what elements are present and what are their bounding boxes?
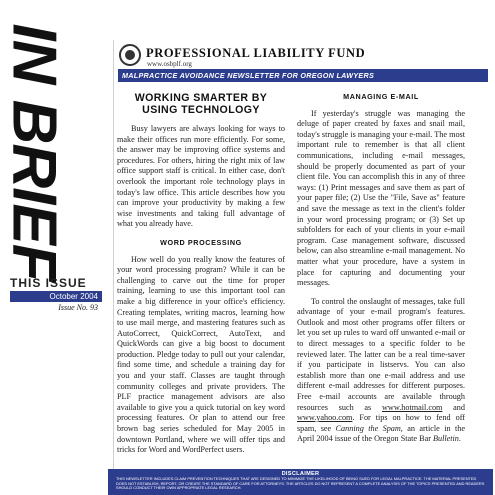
in-brief-logo <box>0 23 70 281</box>
org-url[interactable]: www.osbplf.org <box>147 60 192 68</box>
article-column-right <box>297 92 465 453</box>
org-name: PROFESSIONAL LIABILITY FUND <box>146 46 366 60</box>
issue-number: Issue No. 93 <box>58 303 98 312</box>
article-intro: Busy lawyers are always looking for ways to make their offices run more efficiently. For some, the answer may be improving office systems and procedures. For others, hiring the right mix of law office support staff is critical. In either case, don't overlook the important role technology plays in today's law office. This article describes how you can improve your productivity by making a few wise investments and taking full advantage of what you already have. <box>117 124 285 229</box>
plf-seal-icon <box>119 44 141 66</box>
hotmail-link[interactable]: www.hotmail.com <box>382 402 443 412</box>
bulletin-title: Bulletin <box>432 434 459 444</box>
email-p2-text-a: To control the onslaught of messages, take full advantage of your e-mail program's features. Outlook and most other programs offer filters or let you set up rules to ward off unwanted e-mail or to direct messages to a specific folder to be reviewed later. The latter can be a real time-saver if you participate in listservs. You can also establish more than one e-mail address and use different e-mail addresses for different purposes. Free e-mail accounts are available through resources such as <box>297 296 465 412</box>
article-title: WORKING SMARTER BY USING TECHNOLOGY <box>134 92 268 116</box>
issue-date: October 2004 <box>10 291 102 302</box>
column-divider <box>113 40 114 470</box>
this-issue-box <box>10 276 102 313</box>
yahoo-link[interactable]: www.yahoo.com <box>297 413 353 423</box>
this-issue-label: THIS ISSUE <box>10 276 87 290</box>
disclaimer-text: THIS NEWSLETTER INCLUDES CLAIM PREVENTION TECHNIQUES THAT ARE DESIGNED TO MINIMIZE THE LIKELIHOOD OF BEING SUED FOR LEGAL MALPRACTICE. THE MATERIAL PRESENTED DOES NOT ESTABLISH, REPORT, OR CREATE THE STANDARD OF CARE FOR ATTORNEYS. THE ARTICLES DO NOT REPRESENT A COMPLETE ANALYSIS OF THE TOPICS PRESENTED AND READERS SHOULD CONDUCT THEIR OWN APPROPRIATE LEGAL RESEARCH. <box>116 476 485 491</box>
email-paragraph-2 <box>297 297 465 445</box>
email-p2-text-b: . For tips on how to fend off spam, see <box>297 413 465 433</box>
disclaimer-heading: DISCLAIMER <box>281 471 320 477</box>
section-heading-email: MANAGING E-MAIL <box>343 92 419 101</box>
word-processing-body: How well do you really know the features of your word processing program? While it can be challenging to carve out the time for proper training, learning to use this important tool can make a big difference in your office's efficiency. Creating templates, writing macros, learning how to use mail merge, and mastering features such as AutoCorrect, QuickCorrect, AutoText, and QuickWords can give a big boost to document production. Pledge today to pull out your calendar, find some time, and schedule a training day for you and your staff. Classes are taught through community colleges and private providers. The PLF practice management advisors are also available to give you a quick tutorial on key word processing features. Or plan to attend our free brown bag series scheduled for May 2005 in downtown Portland, where we will offer tips and tricks for Word and WordPerfect users. <box>117 254 285 455</box>
email-p2-text-c: , an article in the April 2004 issue of the Oregon State Bar <box>297 423 465 444</box>
spam-article-title: Canning the Spam <box>335 423 401 433</box>
in-brief-logo-text: IN BRIEF <box>0 23 70 281</box>
disclaimer-box <box>108 469 493 495</box>
section-heading-word-processing: WORD PROCESSING <box>160 237 242 247</box>
email-paragraph-1: If yesterday's struggle was managing the deluge of paper created by faxes and snail mail, today's struggle is managing your e-mail. The most important rule to remember is that all client communications, including e-mail messages, should be properly documented as part of your client file. You can accomplish this in any of three ways: (1) Print messages and save them as part of your paper file; (2) Use the "File, Save as" feature and save the message as text in the client's folder in your word processing program; or (3) Set up subfolders for each of your clients in your e-mail program. Case management software, discussed below, can also streamline e-mail management. No matter what your procedure, have a system in place for capturing and documenting your messages. <box>297 108 465 288</box>
email-p2-text-d: . <box>458 434 461 444</box>
email-and: and <box>442 402 465 412</box>
newsletter-banner: MALPRACTICE AVOIDANCE NEWSLETTER FOR OREGON LAWYERS <box>118 69 488 82</box>
article-column-left <box>117 92 285 464</box>
